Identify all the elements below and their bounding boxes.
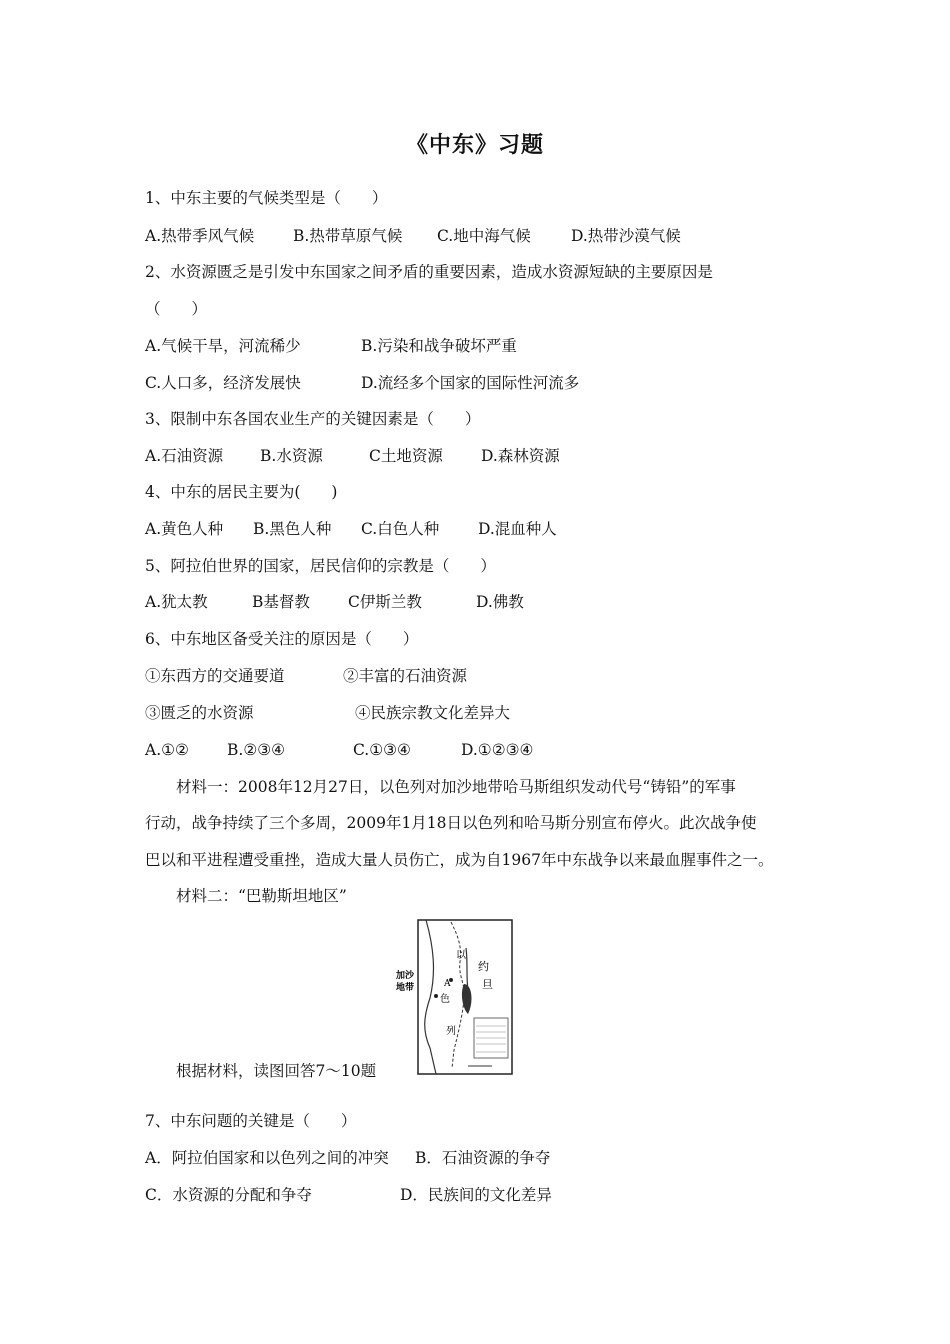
question-2-stem: 2、水资源匮乏是引发中东国家之间矛盾的重要因素，造成水资源短缺的主要原因是	[145, 263, 713, 281]
q1-option-a: A.热带季风气候	[145, 227, 255, 245]
q3-option-a: A.石油资源	[145, 447, 224, 465]
q2-option-b: B.污染和战争破坏严重	[361, 337, 517, 355]
question-6-items-row2	[145, 703, 511, 723]
q5-option-b: B基督教	[252, 593, 310, 611]
question-5-stem: 5、阿拉伯世界的国家，居民信仰的宗教是（ ）	[145, 557, 496, 575]
q7-option-b: B．石油资源的争夺	[415, 1149, 551, 1167]
q7-option-a: A．阿拉伯国家和以色列之间的冲突	[145, 1149, 389, 1167]
point-a-label: A	[444, 979, 451, 989]
page-title: 《中东》习题	[405, 132, 544, 158]
gaza-label-2: 地带	[396, 983, 415, 993]
question-7-options-row2	[145, 1185, 552, 1205]
question-4-stem: 4、中东的居民主要为( )	[145, 483, 338, 501]
q7-option-d: D．民族间的文化差异	[400, 1186, 552, 1204]
question-6-stem: 6、中东地区备受关注的原因是（ ）	[145, 630, 419, 648]
instruction: 根据材料，读图回答7～10题	[176, 1062, 377, 1080]
material-1-line-2: 行动，战争持续了三个多周，2009年1月18日以色列和哈马斯分别宣布停火。此次战争使	[145, 814, 757, 832]
city-dot	[434, 994, 438, 998]
israel-label-3: 列	[446, 1026, 456, 1037]
gaza-label-1: 加沙	[396, 971, 415, 981]
question-2-stem-cont: （ ）	[145, 300, 208, 318]
q4-option-d: D.混血种人	[478, 520, 557, 538]
q6-option-d: D.①②③④	[461, 741, 534, 759]
q2-option-a: A.气候干旱，河流稀少	[145, 337, 301, 355]
material-1-line-3: 巴以和平进程遭受重挫，造成大量人员伤亡，成为自1967年中东战争以来最血腥事件之一。	[145, 851, 774, 869]
q6-item-4: ④民族宗教文化差异大	[355, 704, 511, 722]
q6-option-b: B.②③④	[227, 741, 286, 759]
q5-option-a: A.犹太教	[145, 593, 208, 611]
question-7-options-row1	[145, 1148, 551, 1168]
jordan-label-2: 旦	[482, 978, 493, 991]
question-2-options-row2	[145, 373, 580, 393]
jordan-label-1: 约	[478, 960, 489, 973]
question-1-options	[145, 226, 681, 246]
q6-item-3: ③匮乏的水资源	[145, 704, 254, 722]
q7-option-c: C．水资源的分配和争夺	[145, 1186, 312, 1204]
question-1-stem: 1、中东主要的气候类型是（ ）	[145, 189, 388, 207]
q1-option-c: C.地中海气候	[437, 227, 531, 245]
q4-option-c: C.白色人种	[361, 520, 440, 538]
q6-item-2: ②丰富的石油资源	[343, 667, 468, 685]
q3-option-d: D.森林资源	[481, 447, 560, 465]
israel-label-2: 色	[440, 994, 450, 1005]
palestine-map	[396, 918, 514, 1076]
q4-option-a: A.黄色人种	[145, 520, 224, 538]
question-3-options	[145, 446, 560, 466]
question-2-options-row1	[145, 336, 517, 356]
question-4-options	[145, 519, 557, 539]
question-3-stem: 3、限制中东各国农业生产的关键因素是（ ）	[145, 410, 481, 428]
material-2-title: 材料二：“巴勒斯坦地区”	[176, 887, 347, 905]
material-1-line-1: 材料一：2008年12月27日，以色列对加沙地带哈马斯组织发动代号“铸铅”的军事	[176, 778, 736, 796]
q3-option-c: C土地资源	[369, 447, 443, 465]
q6-item-1: ①东西方的交通要道	[145, 667, 285, 685]
q2-option-c: C.人口多，经济发展快	[145, 374, 301, 392]
q3-option-b: B.水资源	[260, 447, 323, 465]
q1-option-d: D.热带沙漠气候	[571, 227, 681, 245]
q2-option-d: D.流经多个国家的国际性河流多	[361, 374, 580, 392]
q5-option-c: C伊斯兰教	[348, 593, 422, 611]
question-6-items-row1	[145, 666, 468, 686]
q5-option-d: D.佛教	[476, 593, 524, 611]
question-5-options	[145, 592, 524, 612]
israel-label-1: 以	[456, 950, 466, 961]
question-6-options	[145, 740, 534, 760]
q4-option-b: B.黑色人种	[253, 520, 332, 538]
q6-option-c: C.①③④	[353, 741, 411, 759]
q1-option-b: B.热带草原气候	[293, 227, 403, 245]
q6-option-a: A.①②	[145, 741, 189, 759]
question-7-stem: 7、中东问题的关键是（ ）	[145, 1112, 357, 1130]
